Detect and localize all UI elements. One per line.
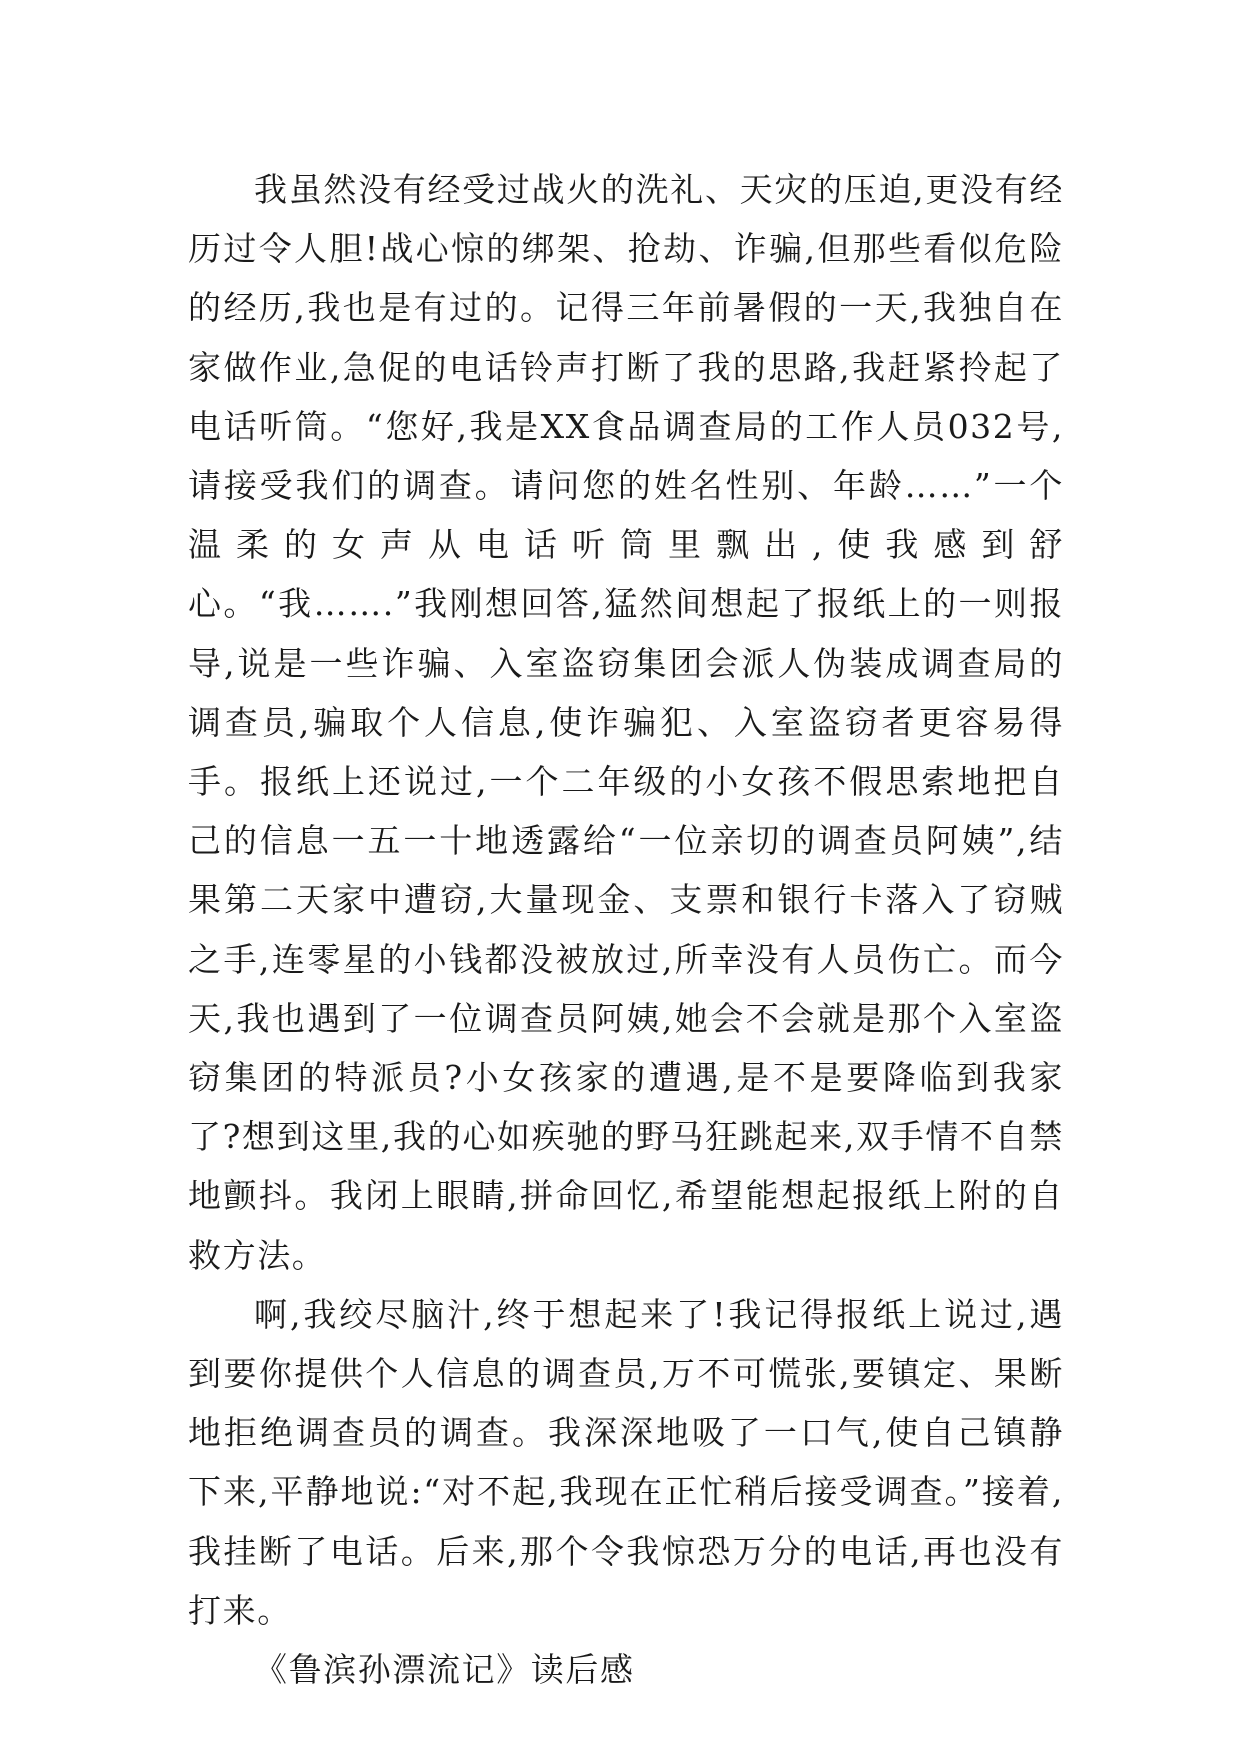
paragraph: 我虽然没有经受过战火的洗礼、天灾的压迫,更没有经历过令人胆!战心惊的绑架、抢劫、诈骗,但那些看似危险的经历,我也是有过的。记得三年前暑假的一天,我独自在家做作业,急促的电话铃声打断了我的思路,我赶紧拎起了电话听筒。“您好,我是XX食品调查局的工作人员032号,请接受我们的调查。请问您的姓名性别、年龄……”一个温柔的女声从电话听筒里飘出,使我感到舒心。“我…….”我刚想回答,猛然间想起了报纸上的一则报导,说是一些诈骗、入室盗窃集团会派人伪装成调查局的调查员,骗取个人信息,使诈骗犯、入室盗窃者更容易得手。报纸上还说过,一个二年级的小女孩不假思索地把自己的信息一五一十地透露给“一位亲切的调查员阿姨”,结果第二天家中遭窃,大量现金、支票和银行卡落入了窃贼之手,连零星的小钱都没被放过,所幸没有人员伤亡。而今天,我也遇到了一位调查员阿姨,她会不会就是那个入室盗窃集团的特派员?小女孩家的遭遇,是不是要降临到我家了?想到这里,我的心如疾驰的野马狂跳起来,双手情不自禁地颤抖。我闭上眼睛,拼命回忆,希望能想起报纸上附的自救方法。 <box>188 170 1064 1275</box>
paragraph: 啊,我绞尽脑汁,终于想起来了!我记得报纸上说过,遇到要你提供个人信息的调查员,万不可慌张,要镇定、果断地拒绝调查员的调查。我深深地吸了一口气,使自己镇静下来,平静地说:“对不起,我现在正忙稍后接受调查。”接着,我挂断了电话。后来,那个令我惊恐万分的电话,再也没有打来。 <box>188 1294 1064 1630</box>
next-essay-title: 《鲁滨孙漂流记》读后感 <box>254 1650 635 1690</box>
document-body <box>188 160 1064 1699</box>
